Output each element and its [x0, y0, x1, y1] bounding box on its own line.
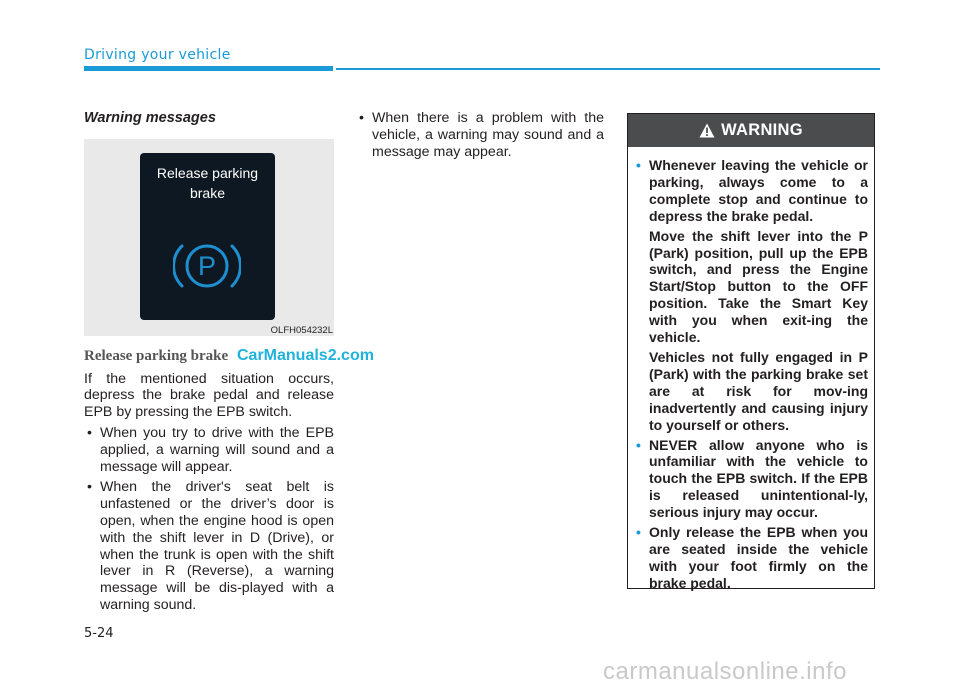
list-item: • When you try to drive with the EPB applied, a warning will sound and a message will appear. — [84, 425, 334, 475]
header-rule-thin — [336, 68, 880, 70]
section-title: Warning messages — [84, 110, 216, 126]
warning-item: • Only release the EPB when you are seated inside the vehicle with your foot firmly on the brake pedal. — [636, 524, 868, 592]
cluster-display — [140, 153, 275, 320]
epb-letter: P — [197, 250, 217, 281]
body-paragraph: If the mentioned situation occurs, depress the brake pedal and release EPB by pressing the EPB switch. — [84, 370, 334, 421]
footer-watermark: carmanualsonline.info — [603, 658, 847, 685]
middle-column — [356, 110, 604, 164]
warning-item: Vehicles not fully engaged in P (Park) with the parking brake set are at risk for mov-ing inadvertently and causing injury to yourself or others. — [649, 348, 868, 433]
figure-code: OLFH054232L — [270, 324, 333, 336]
figure-epb-message — [84, 139, 334, 336]
watermark-link[interactable]: CarManuals2.com — [237, 347, 374, 364]
subheading: Release parking brake — [84, 347, 229, 364]
warning-item: Move the shift lever into the P (Park) position, pull up the EPB switch, and press the Engine Start/Stop button to the OFF position. Take the Smart Key with you when exit-ing the vehicle. — [649, 227, 868, 346]
display-message: Release parking brake — [156, 164, 259, 201]
middle-bullet-list — [356, 110, 604, 160]
warning-item: • Whenever leaving the vehicle or parking, always come to a complete stop and continue to depress the brake pedal. — [636, 157, 868, 225]
page-number: 5-24 — [84, 626, 114, 641]
header-rule-thick — [84, 66, 333, 71]
warning-title: WARNING — [721, 121, 803, 139]
parking-brake-icon — [173, 236, 241, 296]
warning-item: • NEVER allow anyone who is unfamiliar with the vehicle to touch the EPB switch. If the EPB is released unintentional-ly, serious injury may occur. — [636, 437, 868, 522]
warning-header — [628, 114, 874, 147]
list-item: • When the driver's seat belt is unfastened or the driver’s door is open, when the engine hood is open with the shift lever in D (Drive), or when the trunk is open with the shift lever in R (Reverse), a warning message will be dis-played with a warning sound. — [84, 479, 334, 613]
left-bullet-list — [84, 425, 334, 614]
list-item: • When there is a problem with the vehicle, a warning may sound and a message may appear. — [356, 110, 604, 160]
header-title: Driving your vehicle — [84, 47, 231, 63]
warning-body — [628, 147, 874, 592]
warning-box — [627, 113, 875, 589]
warning-triangle-icon — [699, 123, 715, 138]
